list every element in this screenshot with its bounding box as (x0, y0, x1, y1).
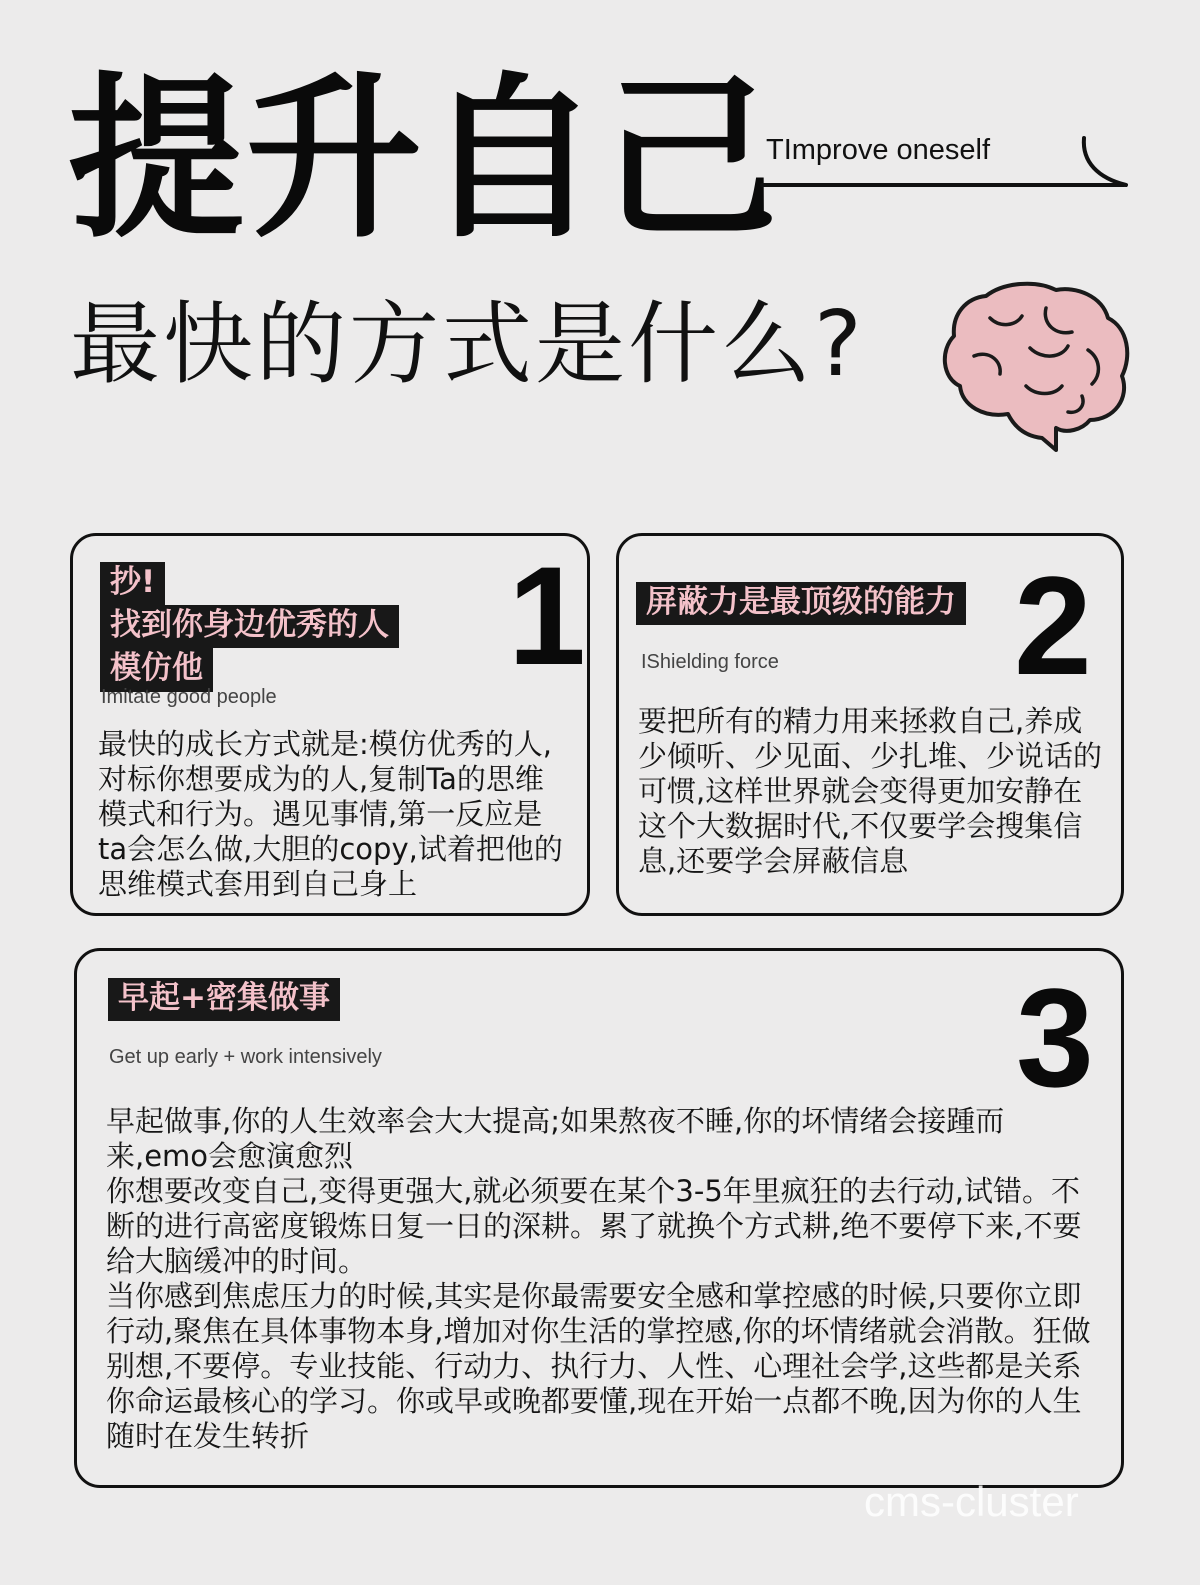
card-1-heading-line: 找到你身边优秀的人 (100, 605, 399, 648)
card-1-body: 最快的成长方式就是:模仿优秀的人,对标你想要成为的人,复制Ta的思维模式和行为。遇见事情,第一反应是ta会怎么做,大胆的copy,试着把他的思维模式套用到自己身上 (98, 727, 563, 901)
card-2-heading-line: 屏蔽力是最顶级的能力 (636, 582, 966, 625)
card-3-paragraph: 早起做事,你的人生效率会大大提高;如果熬夜不睡,你的坏情绪会接踵而来,emo会愈演愈烈 (106, 1104, 1005, 1173)
title-underline (760, 128, 1130, 192)
card-3-number: 3 (1016, 959, 1094, 1116)
card-3-body (106, 1104, 1100, 1454)
card-1-heading (100, 562, 399, 692)
card-1-heading-line: 模仿他 (100, 648, 213, 691)
watermark: cms-cluster (864, 1478, 1079, 1525)
card-3-heading (108, 978, 340, 1021)
card-1-number: 1 (508, 537, 586, 694)
card-2-number: 2 (1014, 547, 1092, 704)
card-2-english-label: IShielding force (641, 651, 779, 673)
card-3-paragraph: 你想要改变自己,变得更强大,就必须要在某个3-5年里疯狂的去行动,试错。不断的进行高密度锻炼日复一日的深耕。累了就换个方式耕,绝不要停下来,不要给大脑缓冲的时间。 (106, 1174, 1082, 1278)
page-title: 提升自己 (68, 57, 781, 262)
english-subtitle: TImprove oneself (766, 134, 991, 166)
card-3-heading-line: 早起+密集做事 (108, 978, 340, 1021)
card-3-english-label: Get up early + work intensively (109, 1046, 382, 1068)
card-2-heading (636, 582, 966, 625)
page-subtitle: 最快的方式是什么? (70, 292, 865, 397)
brain-icon (938, 278, 1134, 460)
card-2-body: 要把所有的精力用来拯救自己,养成少倾听、少见面、少扎堆、少说话的可惯,这样世界就会变得更加安静在这个大数据时代,不仅要学会搜集信息,还要学会屏蔽信息 (638, 704, 1103, 878)
card-1-heading-line: 抄! (100, 562, 165, 605)
card-3-paragraph: 当你感到焦虑压力的时候,其实是你最需要安全感和掌控感的时候,只要你立即行动,聚焦在具体事物本身,增加对你生活的掌控感,你的坏情绪就会消散。狂做别想,不要停。专业技能、行动力、执行力、人性、心理社会学,这些都是关系你命运最核心的学习。你或早或晚都要懂,现在开始一点都不晚,因为你的人生随时在发生转折 (106, 1279, 1091, 1453)
card-1-english-label: Imitate good people (101, 686, 277, 708)
